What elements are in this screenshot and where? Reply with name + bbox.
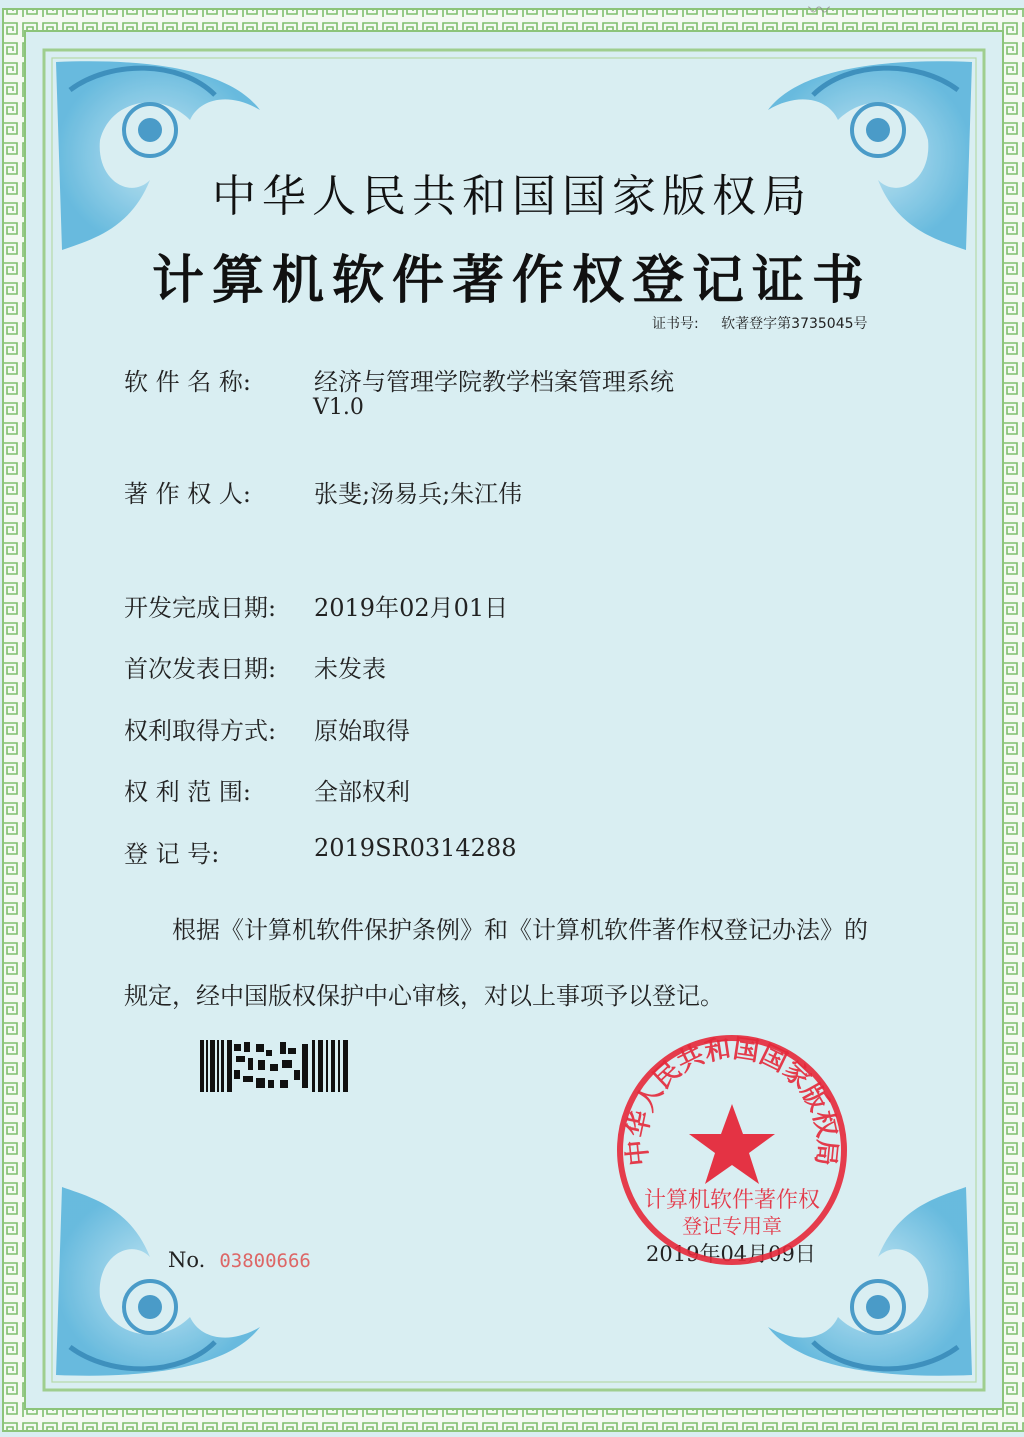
seal-inner-line-2: 登记专用章 <box>682 1214 782 1238</box>
field-scope <box>124 772 410 807</box>
field-value: 原始取得 <box>314 717 410 745</box>
field-registration-number <box>124 834 516 869</box>
field-label: 著 作 权 人: <box>124 480 251 508</box>
serial-number-value: 03800666 <box>219 1250 311 1272</box>
serial-number-label: No. <box>168 1248 206 1272</box>
field-value: 未发表 <box>314 655 386 683</box>
barcode-image <box>200 1040 352 1092</box>
field-value: 2019年02月01日 <box>314 594 509 622</box>
handwritten-mark: 〰 <box>808 0 831 24</box>
statement-line-2: 规定，经中国版权保护中心审核，对以上事项予以登记。 <box>124 982 724 1010</box>
field-value: 2019SR0314288 <box>314 834 517 862</box>
field-label: 权 利 范 围: <box>124 778 251 806</box>
star-icon <box>689 1104 775 1184</box>
field-publish-date <box>124 649 386 684</box>
agency-title: 中华人民共和国国家版权局 <box>212 171 812 222</box>
field-acquisition <box>124 711 410 746</box>
software-version: V1.0 <box>313 395 364 420</box>
certificate-number-label: 证书号: <box>652 316 699 332</box>
corner-ornament-bottom-left <box>56 1187 260 1376</box>
field-label: 首次发表日期: <box>124 655 277 683</box>
serial-number <box>168 1248 311 1272</box>
certificate-number-value: 软著登字第3735045号 <box>721 316 868 332</box>
statement-line-1: 根据《计算机软件保护条例》和《计算机软件著作权登记办法》的 <box>172 916 868 944</box>
field-label: 开发完成日期: <box>124 594 277 622</box>
field-completion-date <box>124 588 508 623</box>
field-label: 登 记 号: <box>124 840 220 868</box>
official-seal <box>612 1030 852 1270</box>
issue-date: 2019年04月09日 <box>646 1242 816 1266</box>
field-owner <box>124 474 522 509</box>
seal-arc-text: 中华人民共和国国家版权局 <box>622 1033 842 1168</box>
field-value: 经济与管理学院教学档案管理系统 <box>314 368 674 396</box>
field-label: 软 件 名 称: <box>124 368 251 396</box>
seal-inner-line-1: 计算机软件著作权 <box>643 1188 821 1213</box>
certificate-number <box>652 313 868 333</box>
field-value: 张斐;汤易兵;朱江伟 <box>314 480 523 508</box>
certificate-title: 计算机软件著作权登记证书 <box>151 251 872 311</box>
field-software-name <box>124 362 674 397</box>
field-label: 权利取得方式: <box>124 717 277 745</box>
field-value: 全部权利 <box>314 778 410 806</box>
